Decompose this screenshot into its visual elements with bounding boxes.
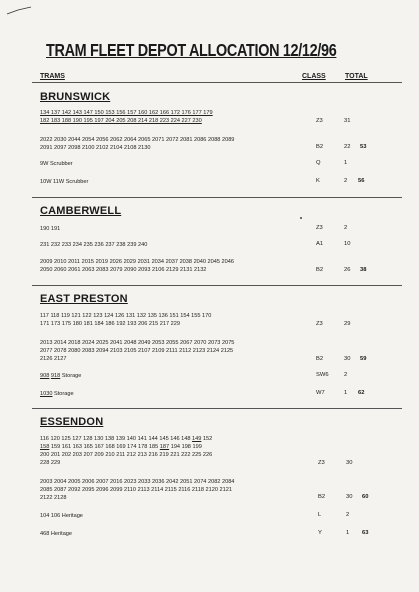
running-total: 56 <box>358 178 365 184</box>
running-total: 60 <box>362 494 369 500</box>
speck <box>300 217 302 219</box>
class-code: L <box>318 512 322 518</box>
tram-list: 9W Scrubber <box>40 161 73 167</box>
tram-numbers: 159 161 163 165 167 168 169 174 178 185 <box>50 444 159 450</box>
running-total: 59 <box>360 356 367 362</box>
class-code: B2 <box>318 494 326 500</box>
class-code: Z3 <box>318 460 325 466</box>
class-code: W7 <box>316 390 325 396</box>
class-code: SW6 <box>316 372 329 378</box>
section-divider <box>32 285 402 286</box>
tram-list: 231 232 233 234 235 236 237 238 239 240 <box>40 242 148 248</box>
tram-list: 200 201 202 203 207 209 210 211 212 213 216 219 221 222 225 226 <box>40 452 213 458</box>
tram-count: 31 <box>344 118 351 124</box>
tram-list: 2077 2078 2080 2083 2094 2103 2105 2107 2109 2111 2112 2123 2124 2125 <box>40 348 234 354</box>
tram-note: Storage <box>54 391 74 397</box>
tram-list: 2050 2060 2061 2063 2083 2079 2090 2093 2106 2129 2131 2132 <box>40 267 207 273</box>
class-code: B2 <box>316 267 324 273</box>
section-divider <box>32 408 402 409</box>
tram-list-storage <box>40 372 81 380</box>
tram-number: 152 <box>202 436 213 442</box>
tram-list: 190 191 <box>40 226 61 232</box>
tram-list <box>40 443 202 451</box>
class-header: CLASS <box>302 73 326 80</box>
class-code: Z3 <box>316 118 323 124</box>
tram-count: 2 <box>346 512 350 518</box>
class-code: K <box>316 178 320 184</box>
tram-list: 10W 11W Scrubber <box>40 179 89 185</box>
section-title-camberwell: CAMBERWELL <box>40 205 122 217</box>
tram-list: 228 229 <box>40 460 61 466</box>
tram-count: 1 <box>344 390 348 396</box>
header-rule <box>32 82 402 83</box>
tram-list <box>40 435 212 443</box>
tram-list: 468 Heritage <box>40 531 73 537</box>
tram-number: 1030 <box>40 391 53 397</box>
tram-count: 1 <box>346 530 350 536</box>
tram-numbers: 194 198 199 <box>170 444 202 450</box>
tram-count: 29 <box>344 321 351 327</box>
tram-numbers: 116 120 125 127 128 130 138 139 140 141 144 145 146 148 <box>40 436 191 442</box>
tram-list: 2013 2014 2018 2024 2025 2041 2048 2049 2053 2055 2067 2070 2073 2075 <box>40 340 235 346</box>
tram-list: 117 118 119 121 122 123 124 126 131 132 135 136 151 154 155 170 <box>40 313 212 319</box>
tram-list-storage <box>40 390 74 398</box>
class-code: A1 <box>316 241 324 247</box>
running-total: 53 <box>360 144 367 150</box>
class-code: Z3 <box>316 321 323 327</box>
tram-list: 2126 2127 <box>40 356 67 362</box>
section-divider <box>32 197 402 198</box>
running-total: 62 <box>358 390 365 396</box>
total-header: TOTAL <box>345 73 368 80</box>
running-total: 38 <box>360 267 367 273</box>
tram-list: 2122 2128 <box>40 495 67 501</box>
pen-mark <box>6 6 32 16</box>
tram-list: 2091 2097 2098 2100 2102 2104 2108 2130 <box>40 145 151 151</box>
class-code: B2 <box>316 356 324 362</box>
tram-list: 2085 2087 2092 2095 2096 2099 2110 2113 2114 2115 2116 2118 2120 2121 <box>40 487 232 493</box>
tram-note: Storage <box>61 373 82 379</box>
tram-count: 26 <box>344 267 351 273</box>
tram-count: 30 <box>346 460 353 466</box>
tram-list: 2022 2030 2044 2054 2056 2062 2064 2065 2071 2072 2081 2086 2088 2089 <box>40 137 235 143</box>
tram-number: 187 <box>159 444 170 450</box>
class-code: Q <box>316 160 321 166</box>
tram-count: 2 <box>344 372 348 378</box>
section-title-east-preston: EAST PRESTON <box>40 293 128 305</box>
tram-number: 918 <box>50 373 61 379</box>
tram-count: 2 <box>344 178 348 184</box>
tram-number: 149 <box>192 436 202 442</box>
class-code: Y <box>318 530 322 536</box>
class-code: Z3 <box>316 225 323 231</box>
tram-list: 104 106 Heritage <box>40 513 83 519</box>
tram-count: 30 <box>344 356 351 362</box>
tram-count: 30 <box>346 494 353 500</box>
section-title-essendon: ESSENDON <box>40 416 104 428</box>
tram-count: 2 <box>344 225 348 231</box>
class-code: B2 <box>316 144 324 150</box>
tram-list: 171 173 175 180 181 184 186 192 193 206 215 217 229 <box>40 321 180 327</box>
tram-list: 2003 2004 2005 2006 2007 2016 2023 2033 2036 2042 2051 2074 2082 2084 <box>40 479 235 485</box>
tram-count: 10 <box>344 241 351 247</box>
tram-list: 2009 2010 2011 2015 2019 2026 2029 2031 2034 2037 2038 2040 2045 2046 <box>40 259 235 265</box>
tram-number: 908 <box>40 373 50 379</box>
tram-list: 182 183 188 190 195 197 204 205 208 214 218 223 224 227 230 <box>40 118 202 124</box>
trams-header: TRAMS <box>40 73 65 80</box>
running-total: 63 <box>362 530 369 536</box>
section-title-brunswick: BRUNSWICK <box>40 91 111 103</box>
tram-count: 1 <box>344 160 348 166</box>
tram-list: 134 137 142 143 147 150 153 156 157 160 162 166 172 176 177 179 <box>40 110 213 116</box>
page-title: TRAM FLEET DEPOT ALLOCATION 12/12/96 <box>46 40 337 60</box>
tram-count: 22 <box>344 144 351 150</box>
tram-number: 158 <box>40 444 50 450</box>
